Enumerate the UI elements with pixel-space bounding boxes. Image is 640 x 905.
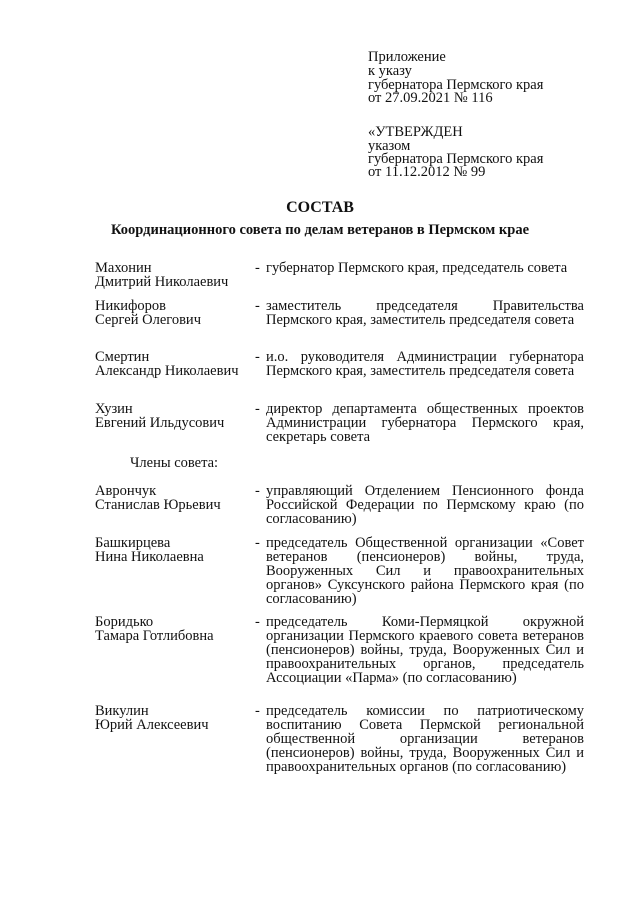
member-surname: Никифоров [95,298,167,314]
attachment-line: к указу [368,63,412,79]
member-role: губернатор Пермского края, председатель совета [266,260,568,276]
member-surname: Аврончук [95,483,157,499]
members-section-label: Члены совета: [130,455,219,471]
member-surname: Боридько [95,614,154,630]
member-given-name: Александр Николаевич [95,363,239,379]
role-dash: - [255,535,260,551]
member-surname: Хузин [95,401,133,417]
role-dash: - [255,349,260,365]
member-given-name: Сергей Олегович [95,312,201,328]
member-given-name: Дмитрий Николаевич [95,274,229,290]
approval-line: губернатора Пермского края [368,151,544,167]
member-role: управляющий Отделением Пенсионного фонда Российской Федерации по Пермскому краю (по согласованию) [266,483,584,527]
member-surname: Смертин [95,349,150,365]
approval-line: указом [368,138,411,154]
member-surname: Викулин [95,703,149,719]
member-surname: Башкирцева [95,535,171,551]
member-role: председатель комиссии по патриотическому воспитанию Совета Пермской региональной общественной организации ветеранов (пенсионеров) войны, труда, Вооруженных Сил и правоохранительных органов (по согласованию) [266,703,584,775]
member-role: председатель Общественной организации «Совет ветеранов (пенсионеров) войны, труда, Вооруженных Сил и правоохранительных органов» Суксунского района Пермского края (по согласованию) [266,535,584,607]
role-dash: - [255,703,260,719]
member-role: председатель Коми-Пермяцкой окружной организации Пермского краевого совета ветеранов (пенсионеров) войны, труда, Вооруженных Сил и правоохранительных органов, председатель Ассоциации «Парма» (по согласованию) [266,614,584,686]
member-given-name: Нина Николаевна [95,549,204,565]
member-given-name: Станислав Юрьевич [95,497,221,513]
attachment-line: губернатора Пермского края [368,77,544,93]
attachment-line: Приложение [368,49,446,65]
role-dash: - [255,614,260,630]
document-title: СОСТАВ [286,199,354,216]
role-dash: - [255,483,260,499]
attachment-line: от 27.09.2021 № 116 [368,90,493,106]
member-surname: Махонин [95,260,152,276]
member-given-name: Юрий Алексеевич [95,717,209,733]
approval-line: от 11.12.2012 № 99 [368,164,486,180]
member-given-name: Тамара Готлибовна [95,628,214,644]
approval-line: «УТВЕРЖДЕН [368,124,463,140]
member-role: директор департамента общественных проектов Администрации губернатора Пермского края, секретарь совета [266,401,584,445]
document-subtitle: Координационного совета по делам ветеранов в Пермском крае [110,222,530,238]
member-role: заместитель председателя Правительства Пермского края, заместитель председателя совета [266,298,584,328]
role-dash: - [255,298,260,314]
member-role: и.о. руководителя Администрации губернатора Пермского края, заместитель председателя совета [266,349,584,379]
member-given-name: Евгений Ильдусович [95,415,225,431]
role-dash: - [255,260,260,276]
role-dash: - [255,401,260,417]
